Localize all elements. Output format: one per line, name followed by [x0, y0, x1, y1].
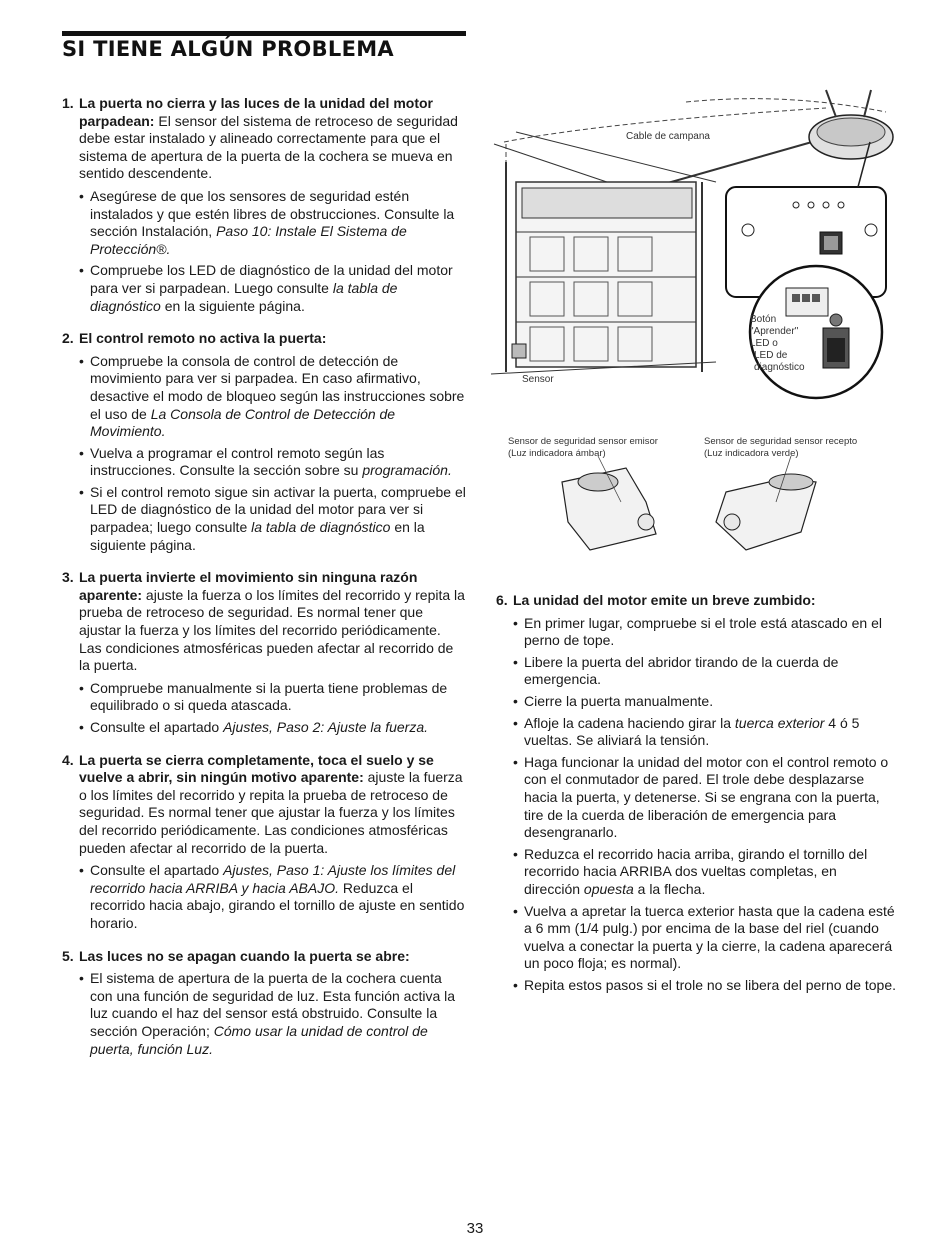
emphasis-text: Cómo usar la unidad de control de puerta, función Luz.: [90, 1022, 428, 1057]
item-heading: [79, 95, 466, 183]
opener-unit: [809, 90, 893, 159]
garage-door: [491, 162, 716, 374]
receiver-sensor: [716, 456, 816, 550]
bullet-text: Haga funcionar la unidad del motor con el control remoto o con el conmutador de pared. El trole debe desplazarse hacia la puerta, y detenerse. Si se engrana con la puerta, tire de la cuerda de liberación de emergencia para desengranarlo.: [524, 753, 889, 841]
bullet-list: [79, 353, 466, 555]
item-number: 4.: [62, 751, 74, 768]
troubleshoot-item: [62, 330, 466, 554]
troubleshoot-item: [62, 95, 466, 315]
item-title: Las luces no se apagan cuando la puerta se abre:: [79, 947, 410, 964]
bullet-item: [79, 484, 466, 554]
item-heading: [79, 752, 466, 858]
cable-label: Cable de campana: [626, 131, 710, 142]
title-rule: [62, 31, 466, 36]
bullet-list: [79, 188, 466, 315]
bullet-item: [513, 977, 896, 995]
bullet-text: Vuelva a apretar la tuerca exterior hasta que la cadena esté a 6 mm (1/4 pulg.) por encima de la base del riel (cuando vuelva a conectar la puerta y la cierre, la cadena aparecerá un poco floja; es normal).: [524, 902, 895, 972]
wall-sensor: [512, 344, 526, 358]
item-title: La puerta no cierra y las luces de la unidad del motor parpadean:: [79, 95, 433, 129]
item-title: El control remoto no activa la puerta:: [79, 330, 327, 347]
garage-diagram: [486, 82, 906, 552]
item-heading: [79, 330, 466, 348]
item-heading: [79, 948, 466, 966]
bullet-list: [79, 680, 466, 737]
page-number: 33: [466, 1220, 484, 1237]
bullet-item: [513, 715, 896, 750]
item-number: 6.: [496, 592, 508, 608]
bullet-item: [513, 693, 896, 711]
bullet-item: [513, 846, 896, 899]
bullet-text: En primer lugar, compruebe si el trole está atascado en el perno de tope.: [524, 614, 882, 649]
item-intro: El sensor del sistema de retroceso de seguridad debe estar instalado y alineado correctamente para que el sistema de apertura de la puerta de la cochera se mueva en sentido descendente.: [79, 112, 458, 182]
troubleshoot-item: [62, 569, 466, 736]
bullet-text: Consulte el apartado: [90, 862, 224, 879]
led-label-line2: LED de: [754, 350, 788, 361]
troubleshoot-item: [496, 592, 896, 994]
bullet-text: a la flecha.: [633, 880, 706, 897]
troubleshoot-item: [62, 948, 466, 1059]
item-heading: [79, 569, 466, 675]
bullet-item: [79, 970, 466, 1058]
item-number: 3.: [62, 569, 74, 586]
bullet-list: [513, 615, 896, 995]
led-label-line1: LED o: [750, 338, 778, 349]
left-column: [62, 95, 466, 1073]
bullet-text: Cierre la puerta manualmente.: [524, 692, 714, 709]
emphasis-text: Paso 10: Instale El Sistema de Protección®.: [90, 223, 407, 257]
bullet-item: [79, 445, 466, 480]
bullet-item: [79, 862, 466, 932]
bullet-item: [79, 262, 466, 315]
led-label-line3: diagnóstico: [754, 362, 805, 373]
emphasis-text: tuerca exterior: [734, 714, 825, 731]
emphasis-text: La Consola de Control de Detección de Movimiento.: [90, 405, 396, 440]
troubleshoot-item: [62, 752, 466, 933]
item-title: La puerta se cierra completamente, toca el suelo y se vuelve a abrir, sin ningún motivo aparente:: [79, 751, 434, 786]
bullet-text: Vuelva a programar el control remoto según las instrucciones. Consulte la sección sobre su: [90, 444, 385, 479]
emitter-label-line2: (Luz indicadora ámbar): [508, 448, 606, 459]
item-title: La puerta invierte el movimiento sin ninguna razón aparente:: [79, 569, 418, 603]
bullet-item: [513, 754, 896, 842]
receiver-label-line2: (Luz indicadora verde): [704, 448, 799, 459]
bullet-item: [513, 903, 896, 973]
item-intro: ajuste la fuerza o los límites del recorrido y repita la prueba de retroceso de seguridad. Es normal tener que ajustar la fuerza y los límites del recorrido periódicamente. Las condiciones atmosféricas pueden afectar al recorrido de la puerta.: [79, 586, 465, 674]
bullet-text: Compruebe la consola de control de detección de movimiento para ver si parpadea. En caso afirmativo, desactive el modo de bloqueo según las instrucciones sobre el uso de: [90, 352, 465, 422]
button-label-line2: "Aprender": [750, 326, 799, 337]
emphasis-text: programación.: [362, 462, 452, 479]
bullet-list: [79, 862, 466, 932]
emphasis-text: la tabla de diagnóstico: [90, 279, 398, 314]
emphasis-text: opuesta: [583, 880, 634, 897]
receiver-label-line1: Sensor de seguridad sensor recepto: [704, 436, 858, 447]
bullet-text: en la siguiente página.: [160, 297, 305, 314]
item-intro: ajuste la fuerza o los límites del recorrido y repita la prueba de retroceso de seguridad. Es normal tener que ajustar la fuerza y los límites del recorrido periódicamente. Las condiciones atmosféricas pueden afectar al recorrido de la puerta.: [79, 769, 463, 856]
bullet-text: El sistema de apertura de la puerta de la cochera cuenta con una función de seguridad de luz. Esta función activa la luz cuando el haz del sensor está obstruido. Consulte la sección Operación;: [90, 970, 456, 1039]
sensor-label: Sensor: [522, 374, 554, 385]
bullet-text: Consulte el apartado: [90, 719, 224, 735]
bullet-text: Reduzca el recorrido hacia abajo, girando el tornillo de ajuste en sentido horario.: [90, 879, 465, 931]
bullet-text: Afloje la cadena haciendo girar la: [524, 714, 735, 731]
emitter-label-line1: Sensor de seguridad sensor emisor: [508, 436, 658, 447]
bell-wire-3: [686, 99, 886, 112]
bullet-item: [79, 719, 466, 737]
bullet-text: Libere la puerta del abridor tirando de la cuerda de emergencia.: [524, 653, 839, 688]
emphasis-text: la tabla de diagnóstico: [251, 519, 391, 536]
item-title: La unidad del motor emite un breve zumbido:: [513, 592, 816, 608]
item-number: 5.: [62, 947, 74, 964]
bullet-item: [79, 188, 466, 258]
bullet-text: en la siguiente página.: [90, 519, 425, 553]
bullet-text: Repita estos pasos si el trole no se libera del perno de tope.: [524, 976, 897, 993]
bullet-text: Compruebe manualmente si la puerta tiene problemas de equilibrado o si queda atascada.: [90, 679, 448, 714]
item-heading: [513, 592, 896, 610]
page-title: SI TIENE ALGÚN PROBLEMA: [62, 37, 394, 61]
bullet-item: [79, 353, 466, 441]
bullet-item: [79, 680, 466, 715]
emphasis-text: Ajustes, Paso 1: Ajuste los límites del recorrido hacia ARRIBA y hacia ABAJO.: [90, 862, 456, 896]
emitter-sensor: [562, 456, 656, 550]
emphasis-text: Ajustes, Paso 2: Ajuste la fuerza.: [223, 719, 429, 735]
bullet-text: Asegúrese de que los sensores de seguridad estén instalados y que estén libres de obstrucciones. Consulte la sección Instalación,: [90, 187, 455, 240]
item-number: 2.: [62, 330, 74, 347]
bullet-text: Reduzca el recorrido hacia arriba, girando el tornillo del recorrido hacia ARRIBA dos vueltas completas, en dirección: [524, 845, 868, 897]
item-number: 1.: [62, 95, 74, 111]
bullet-text: Si el control remoto sigue sin activar la puerta, compruebe el LED de diagnóstico de la unidad del motor para ver si parpadea; luego consulte: [90, 483, 466, 536]
button-label-line1: Botón: [750, 314, 777, 325]
bullet-item: [513, 654, 896, 689]
bullet-text: Compruebe los LED de diagnóstico de la unidad del motor para ver si parpadean. Luego consulte: [90, 262, 453, 296]
bullet-item: [513, 615, 896, 650]
right-column: [496, 592, 896, 998]
bullet-text: 4 ó 5 vueltas. Se aliviará la tensión.: [524, 714, 860, 749]
bullet-list: [79, 970, 466, 1058]
